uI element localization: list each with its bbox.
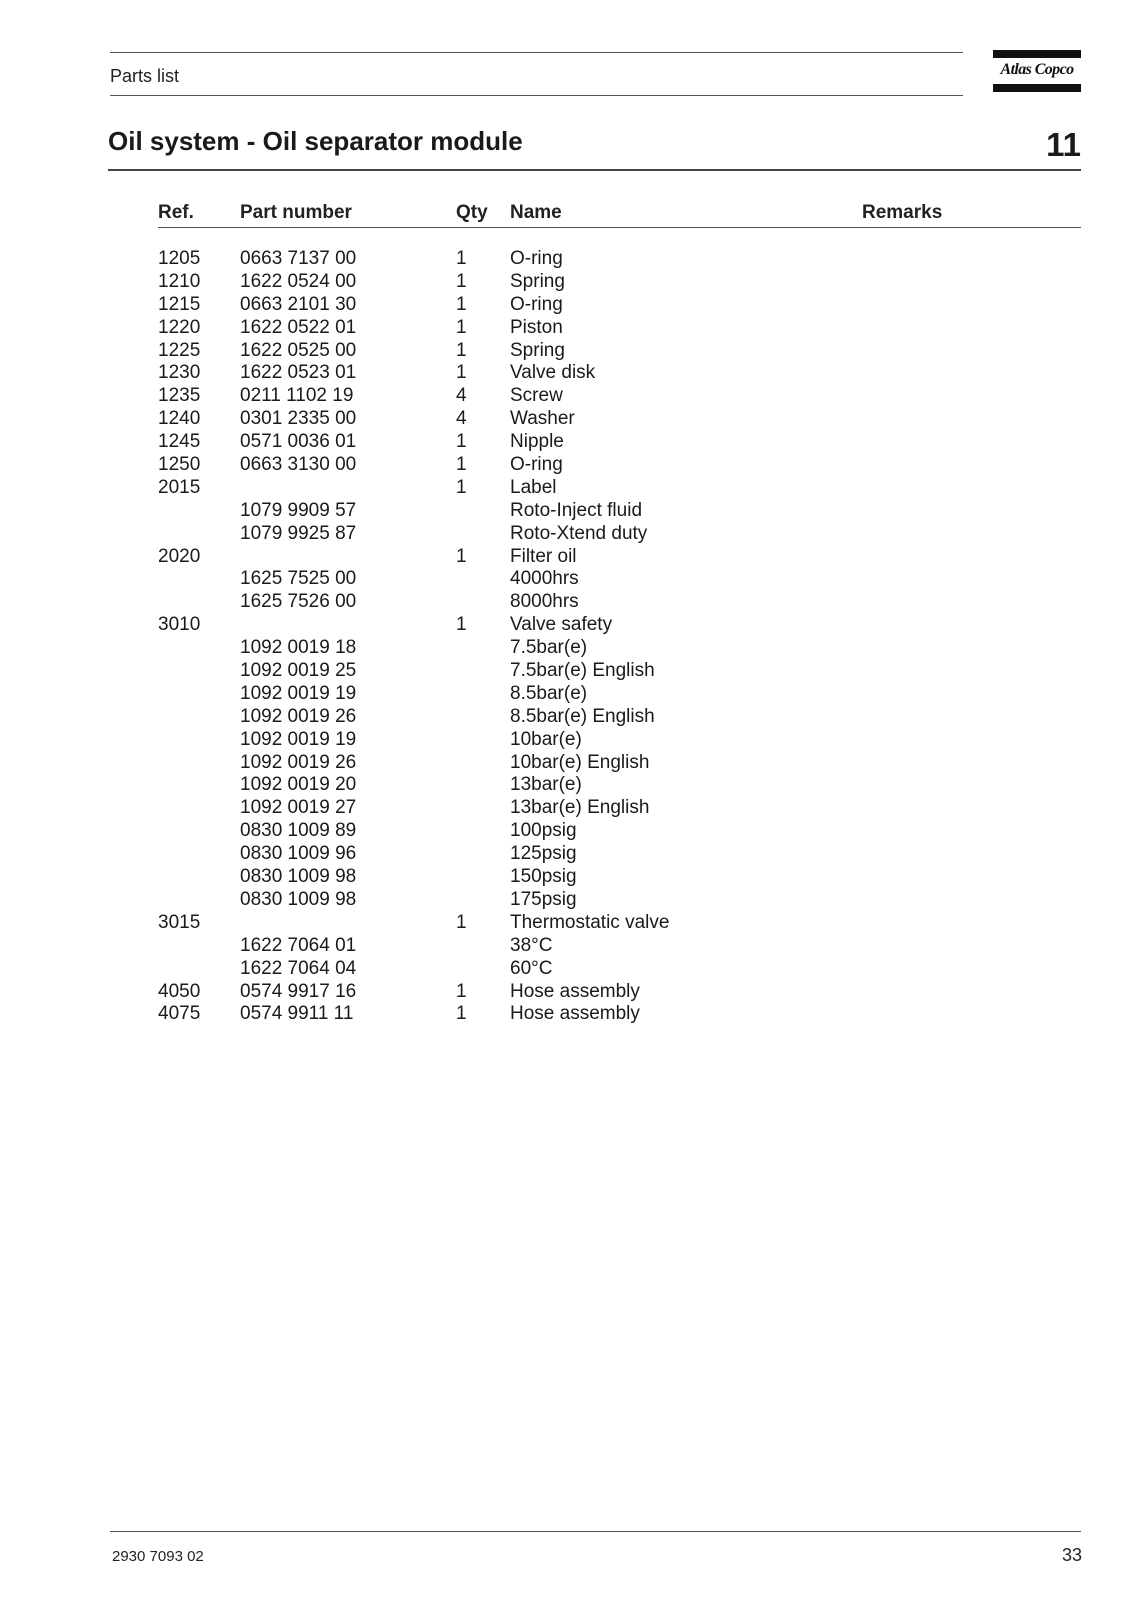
cell-qty: 1 (456, 614, 467, 636)
cell-ref: 4050 (158, 980, 201, 1002)
cell-qty: 1 (456, 339, 467, 361)
cell-name: O-ring (510, 454, 563, 476)
cell-qty: 1 (456, 316, 467, 338)
table-row (0, 889, 1131, 912)
table-row (0, 500, 1131, 523)
cell-name: Nipple (510, 431, 564, 453)
cell-name: 60°C (510, 957, 553, 979)
cell-ref: 1245 (158, 431, 201, 453)
cell-ref: 1225 (158, 339, 201, 361)
table-row (0, 935, 1131, 958)
table-row (0, 431, 1131, 454)
table-row (0, 660, 1131, 683)
column-header-ref: Ref. (158, 202, 194, 223)
cell-ref: 3015 (158, 911, 201, 933)
cell-name: Roto-Xtend duty (510, 522, 648, 544)
cell-qty: 4 (456, 385, 467, 407)
table-row (0, 958, 1131, 981)
cell-name: Screw (510, 385, 563, 407)
table-row (0, 752, 1131, 775)
cell-name: 8.5bar(e) English (510, 705, 655, 727)
cell-name: Washer (510, 408, 575, 430)
table-row (0, 981, 1131, 1004)
cell-name: Filter oil (510, 545, 577, 567)
table-row (0, 454, 1131, 477)
cell-part-number: 1079 9925 87 (240, 522, 357, 544)
table-row (0, 477, 1131, 500)
cell-part-number: 1092 0019 20 (240, 774, 357, 796)
cell-qty: 1 (456, 362, 467, 384)
table-row (0, 591, 1131, 614)
cell-name: 10bar(e) English (510, 751, 650, 773)
cell-name: 7.5bar(e) English (510, 660, 655, 682)
cell-part-number: 1092 0019 25 (240, 660, 357, 682)
cell-ref: 1215 (158, 293, 201, 315)
cell-name: Spring (510, 339, 565, 361)
column-header-qty: Qty (456, 202, 488, 223)
column-header-part-number: Part number (240, 202, 352, 223)
cell-name: 7.5bar(e) (510, 637, 588, 659)
cell-qty: 1 (456, 454, 467, 476)
cell-part-number: 1625 7525 00 (240, 568, 357, 590)
cell-ref: 1230 (158, 362, 201, 384)
cell-name: O-ring (510, 248, 563, 269)
cell-part-number: 1622 0523 01 (240, 362, 357, 384)
cell-part-number: 1622 7064 04 (240, 957, 357, 979)
cell-name: Roto-Inject fluid (510, 499, 643, 521)
cell-qty: 1 (456, 293, 467, 315)
cell-part-number: 0830 1009 98 (240, 888, 357, 910)
table-row (0, 1003, 1131, 1026)
table-row (0, 706, 1131, 729)
cell-name: Spring (510, 270, 565, 292)
column-header-name: Name (510, 202, 562, 223)
cell-name: Hose assembly (510, 1003, 640, 1025)
cell-part-number: 1625 7526 00 (240, 591, 357, 613)
cell-ref: 1235 (158, 385, 201, 407)
cell-part-number: 0830 1009 98 (240, 866, 357, 888)
cell-part-number: 0830 1009 96 (240, 843, 357, 865)
cell-part-number: 0301 2335 00 (240, 408, 357, 430)
logo-top-bar (993, 50, 1081, 58)
cell-part-number: 1092 0019 19 (240, 682, 357, 704)
cell-part-number: 1622 0525 00 (240, 339, 357, 361)
table-row (0, 637, 1131, 660)
cell-name: Valve disk (510, 362, 596, 384)
cell-part-number: 0663 3130 00 (240, 454, 357, 476)
table-row (0, 568, 1131, 591)
cell-qty: 1 (456, 270, 467, 292)
table-row (0, 523, 1131, 546)
cell-name: O-ring (510, 293, 563, 315)
brand-logo (993, 50, 1081, 94)
cell-qty: 1 (456, 431, 467, 453)
table-row (0, 271, 1131, 294)
cell-part-number: 1622 0524 00 (240, 270, 357, 292)
logo-bottom-bar (993, 84, 1081, 92)
cell-name: Piston (510, 316, 563, 338)
cell-name: 100psig (510, 820, 577, 842)
table-row (0, 843, 1131, 866)
footer-rule (110, 1531, 1081, 1532)
cell-part-number: 1092 0019 18 (240, 637, 357, 659)
cell-name: 10bar(e) (510, 728, 582, 750)
cell-name: Valve safety (510, 614, 613, 636)
table-row (0, 774, 1131, 797)
cell-qty: 1 (456, 980, 467, 1002)
table-row (0, 866, 1131, 889)
cell-name: 8000hrs (510, 591, 579, 613)
cell-ref: 1210 (158, 270, 201, 292)
cell-part-number: 0571 0036 01 (240, 431, 357, 453)
table-row (0, 546, 1131, 569)
table-row (0, 683, 1131, 706)
column-header-rule (158, 227, 1081, 228)
table-row (0, 340, 1131, 363)
cell-part-number: 0663 2101 30 (240, 293, 357, 315)
cell-part-number: 1622 0522 01 (240, 316, 357, 338)
table-row (0, 362, 1131, 385)
header-section-label: Parts list (110, 66, 180, 86)
cell-name: 125psig (510, 843, 577, 865)
parts-table (0, 248, 1131, 1026)
header-top-rule (110, 52, 963, 53)
header-bottom-rule (110, 95, 963, 96)
cell-name: 150psig (510, 866, 577, 888)
table-row (0, 248, 1131, 271)
cell-ref: 1220 (158, 316, 201, 338)
cell-name: Thermostatic valve (510, 911, 670, 933)
cell-name: 8.5bar(e) (510, 682, 588, 704)
cell-qty: 1 (456, 911, 467, 933)
table-row (0, 729, 1131, 752)
cell-name: 175psig (510, 888, 577, 910)
table-row (0, 385, 1131, 408)
cell-ref: 1250 (158, 454, 201, 476)
cell-name: 4000hrs (510, 568, 579, 590)
document-number: 2930 7093 02 (112, 1548, 204, 1565)
cell-part-number: 1622 7064 01 (240, 934, 357, 956)
table-row (0, 912, 1131, 935)
cell-part-number: 1092 0019 26 (240, 705, 357, 727)
table-row (0, 820, 1131, 843)
table-row (0, 797, 1131, 820)
cell-ref: 1205 (158, 248, 201, 269)
cell-qty: 1 (456, 248, 467, 269)
cell-ref: 3010 (158, 614, 201, 636)
column-header-remarks: Remarks (862, 202, 943, 223)
chapter-number: 11 (1046, 126, 1081, 163)
page-number: 33 (1061, 1545, 1082, 1565)
cell-qty: 1 (456, 476, 467, 498)
cell-ref: 2020 (158, 545, 201, 567)
cell-part-number: 1079 9909 57 (240, 499, 357, 521)
cell-part-number: 0574 9911 11 (240, 1003, 354, 1025)
cell-part-number: 1092 0019 26 (240, 751, 357, 773)
table-row (0, 408, 1131, 431)
cell-name: Hose assembly (510, 980, 640, 1002)
cell-part-number: 1092 0019 19 (240, 728, 357, 750)
table-row (0, 317, 1131, 340)
cell-qty: 4 (456, 408, 467, 430)
cell-name: 13bar(e) English (510, 797, 650, 819)
cell-name: Label (510, 476, 557, 498)
table-row (0, 294, 1131, 317)
cell-part-number: 0663 7137 00 (240, 248, 357, 269)
cell-part-number: 0830 1009 89 (240, 820, 357, 842)
cell-name: 13bar(e) (510, 774, 582, 796)
cell-ref: 2015 (158, 476, 201, 498)
cell-qty: 1 (456, 1003, 467, 1025)
cell-part-number: 0574 9917 16 (240, 980, 357, 1002)
logo-wordmark: Atlas Copco (1000, 61, 1074, 78)
page-title: Oil system - Oil separator module (108, 126, 523, 156)
cell-part-number: 0211 1102 19 (240, 385, 354, 407)
cell-name: 38°C (510, 934, 553, 956)
cell-qty: 1 (456, 545, 467, 567)
cell-part-number: 1092 0019 27 (240, 797, 357, 819)
cell-ref: 1240 (158, 408, 201, 430)
table-row (0, 614, 1131, 637)
title-rule (108, 169, 1081, 171)
cell-ref: 4075 (158, 1003, 201, 1025)
